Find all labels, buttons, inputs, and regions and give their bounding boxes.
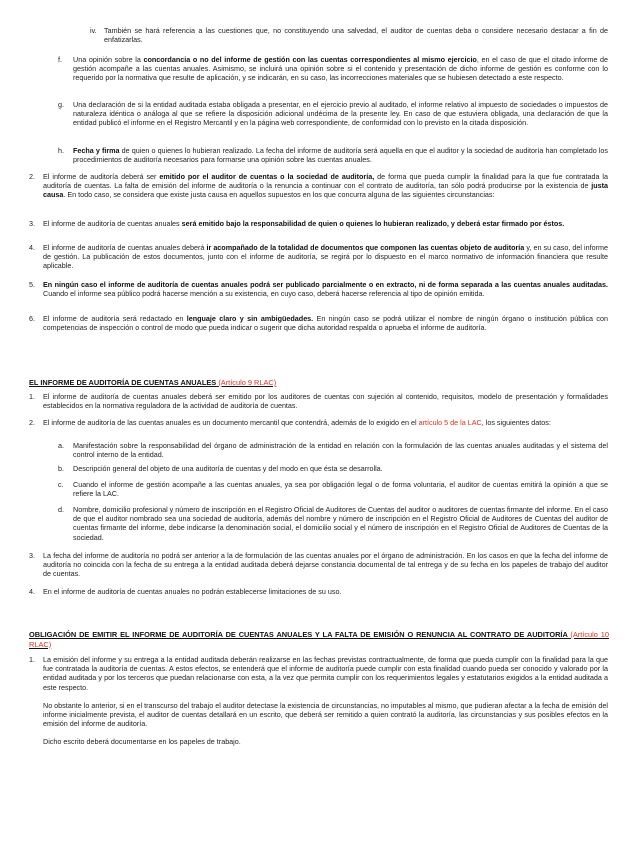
sub-item-b: Descripción general del objeto de una auditoría de cuentas y del modo en que ésta se desarrolla.: [73, 464, 383, 473]
clause-bold-text: justa causa: [43, 181, 608, 200]
section2-paragraph-2: No obstante lo anterior, si en el transcurso del trabajo el auditor detectase la existencia de circunstancias, no imputables al mismo, que pudieran afectar a la fecha de emisión del informe inicialmente prevista, el auditor de cuentas detallará en un escrito, que deberá ser remitido a quien contrató la auditoría, las circunstancias y sus posibles efectos en la emisión del informe de auditoría.: [43, 701, 608, 729]
list-marker: 1.: [29, 655, 35, 664]
paragraph-5: [43, 280, 608, 298]
list-marker: 2.: [29, 418, 35, 427]
list-marker: f.: [58, 55, 62, 64]
list-marker: 2.: [29, 172, 35, 181]
section-title: EL INFORME DE AUDITORÍA DE CUENTAS ANUALES: [29, 378, 217, 387]
article-reference: (Artículo 10 RLAC): [29, 630, 609, 649]
section-heading: [29, 630, 609, 649]
section1-paragraph-3: La fecha del informe de auditoría no podrá ser anterior a la de formulación de las cuentas anuales por el órgano de administración. En los casos en que la fecha del informe de auditoría no coincida con la fecha de su entrega a la entidad auditada deberá dejarse constancia documental de tal entrega y de su fecha en los papeles de trabajo del auditor de cuentas.: [43, 551, 608, 579]
clause-bold-text: lenguaje claro y sin ambigüedades.: [186, 314, 314, 323]
section2-paragraph-3: Dicho escrito deberá documentarse en los papeles de trabajo.: [43, 737, 241, 746]
clause-g: Una declaración de si la entidad auditada estaba obligada a presentar, en el ejercicio previo al auditado, el informe relativo al impuesto de sociedades o impuestos de naturaleza idéntica o análoga al que se refiere la disposición adicional undécima de la presente ley. En caso de que estuviera obligada, una declaración de que la entidad publicó el informe en el Registro Mercantil y en la página web correspondiente, de conformidad con lo previsto en la citada disposición.: [73, 100, 608, 128]
clause-text: , en el caso de que el citado informe de gestión acompañe a las cuentas anuales. Asimismo, se incluirá una opinión sobre si el contenido y presentación de dicho informe de gestión es conforme con lo requerido por la normativa que resulte de aplicación, y se indicarán, en su caso, las incorrecciones materiales que se hubiesen detectado a este respecto.: [73, 55, 608, 83]
list-marker: 6.: [29, 314, 35, 323]
sub-item-a: Manifestación sobre la responsabilidad del órgano de administración de la entidad en relación con la formulación de las cuentas anuales auditadas y el sistema del control interno de la entidad.: [73, 441, 608, 460]
clause-text: El informe de auditoría de cuentas anuales deberá: [43, 243, 207, 252]
clause-text: . En todo caso, se considera que existe justa causa en aquellos supuestos en los que concurra alguna de las siguientes circunstancias:: [63, 190, 495, 200]
paragraph-4: [43, 243, 608, 271]
clause-text: El informe de auditoría deberá ser: [43, 172, 160, 181]
list-marker: h.: [58, 146, 64, 155]
section1-paragraph-4: En el informe de auditoría de cuentas anuales no podrán establecerse limitaciones de su uso.: [43, 587, 342, 596]
list-marker: 5.: [29, 280, 35, 289]
list-marker: 4.: [29, 243, 35, 252]
section1-paragraph-2: [43, 418, 608, 427]
list-marker: g.: [58, 100, 64, 109]
list-marker: iv.: [90, 26, 97, 35]
law-link: artículo 5 de la LAC: [418, 418, 482, 427]
clause-text: de quien o quienes lo hubieran realizado. La fecha del informe de auditoría será aquella en que el auditor y la sociedad de auditoría han completado los procedimientos de auditoría necesarios para formarse una opinión sobre las cuentas anuales.: [73, 146, 608, 165]
clause-bold-text: será emitido bajo la responsabilidad de quien o quienes lo hubieran realizado, y deberá estar firmado por éstos.: [181, 219, 565, 228]
clause-text: Una opinión sobre la: [73, 55, 144, 64]
list-marker: d.: [58, 505, 64, 514]
clause-text: y, en su caso, del informe de gestión. La publicación de estos documentos, junto con el informe de auditoría, se regirá por lo dispuesto en el marco normativo de información financiera que resulte aplicable.: [43, 243, 608, 271]
clause-h: [73, 146, 608, 164]
sub-item-d: Nombre, domicilio profesional y número de inscripción en el Registro Oficial de Auditores de Cuentas del auditor o auditores de cuentas firmante del informe. En el caso de que el auditor nombrado sea una sociedad de auditoría, además del nombre y número de inscripción en el Registro Oficial de Auditores de Cuentas del auditor de cuentas firmante del informe, debe indicarse la denominación social, el domicilio social y el número de inscripción en el Registro Oficial de Auditores de Cuentas de la sociedad.: [73, 505, 608, 542]
clause-f: [73, 55, 608, 83]
clause-bold-text: Fecha y firma: [73, 146, 120, 155]
clause-text: El informe de auditoría de las cuentas anuales es un documento mercantil que contendrá, además de lo exigido en el: [43, 418, 419, 427]
clause-text: En ningún caso se podrá utilizar el nombre de ningún órgano o institución pública con competencias de inspección o control de modo que pueda indicar o sugerir que dicha autoridad respalda o aprueba el informe de auditoría.: [43, 314, 608, 333]
section-title: OBLIGACIÓN DE EMITIR EL INFORME DE AUDITORÍA DE CUENTAS ANUALES Y LA FALTA DE EMISIÓN O RENUNCIA AL CONTRATO DE AUDITORÍA: [29, 630, 568, 639]
clause-text: de forma que pueda cumplir la finalidad para la que fue contratada la auditoría de cuentas. La falta de emisión del informe de auditoría o la renuncia a continuar con el contrato de auditoría, tan sólo podrá producirse por la existencia de: [43, 172, 608, 191]
section2-paragraph-1: La emisión del informe y su entrega a la entidad auditada deberán realizarse en las fechas previstas contractualmente, de forma que pueda cumplir con la finalidad para la que fue contratada la auditoría de cuentas. A estos efectos, se entenderá que el informe de auditoría puede cumplir con esta finalidad cuando pueda ser conocido y valorado por la entidad auditada y por los terceros que puedan relacionarse con esta, a la vez que permita cumplir con los requerimientos legales y estatutarios exigidos a la entidad auditada a este respecto.: [43, 655, 608, 692]
clause-text: El informe de auditoría será redactado en: [43, 314, 187, 323]
paragraph-3: [43, 219, 608, 228]
paragraph-6: [43, 314, 608, 332]
clause-text: Cuando el informe sea público podrá hacerse mención a su existencia, en cuyo caso, deberá hacerse referencia al tipo de opinión emitida.: [43, 289, 485, 299]
clause-text: El informe de auditoría de cuentas anuales: [43, 219, 182, 228]
article-reference: (Artículo 9 RLAC): [218, 378, 277, 387]
list-marker: b.: [58, 464, 64, 473]
list-marker: 3.: [29, 219, 35, 228]
paragraph-2: [43, 172, 608, 200]
clause-bold-text: En ningún caso el informe de auditoría de cuentas anuales podrá ser publicado parcialmente o en extracto, ni de forma separada a las cuentas anuales auditadas.: [43, 280, 608, 289]
clause-iv: También se hará referencia a las cuestiones que, no constituyendo una salvedad, el auditor de cuentas deba o considere necesario destacar a fin de enfatizarlas.: [104, 26, 608, 45]
section-heading: [29, 378, 609, 388]
clause-bold-text: ir acompañado de la totalidad de documentos que componen las cuentas objeto de auditoría: [206, 243, 525, 252]
section1-paragraph-1: El informe de auditoría de cuentas anuales deberá ser emitido por los auditores de cuentas con sujeción al contenido, requisitos, modelo de presentación y formalidades establecidos en la normativa reguladora de la actividad de auditoría de cuentas.: [43, 392, 608, 411]
list-marker: 3.: [29, 551, 35, 560]
list-marker: 4.: [29, 587, 35, 596]
list-marker: 1.: [29, 392, 35, 401]
clause-text: , los siguientes datos:: [481, 418, 551, 427]
clause-bold-text: concordancia o no del informe de gestión con las cuentas correspondientes al mismo ejercicio: [143, 55, 477, 64]
list-marker: a.: [58, 441, 64, 450]
list-marker: c.: [58, 480, 64, 489]
clause-bold-text: emitido por el auditor de cuentas o la sociedad de auditoría,: [159, 172, 375, 181]
sub-item-c: Cuando el informe de gestión acompañe a las cuentas anuales, ya sea por obligación legal o de forma voluntaria, el auditor de cuentas emitirá la opinión a que se refiere la LAC.: [73, 480, 608, 499]
